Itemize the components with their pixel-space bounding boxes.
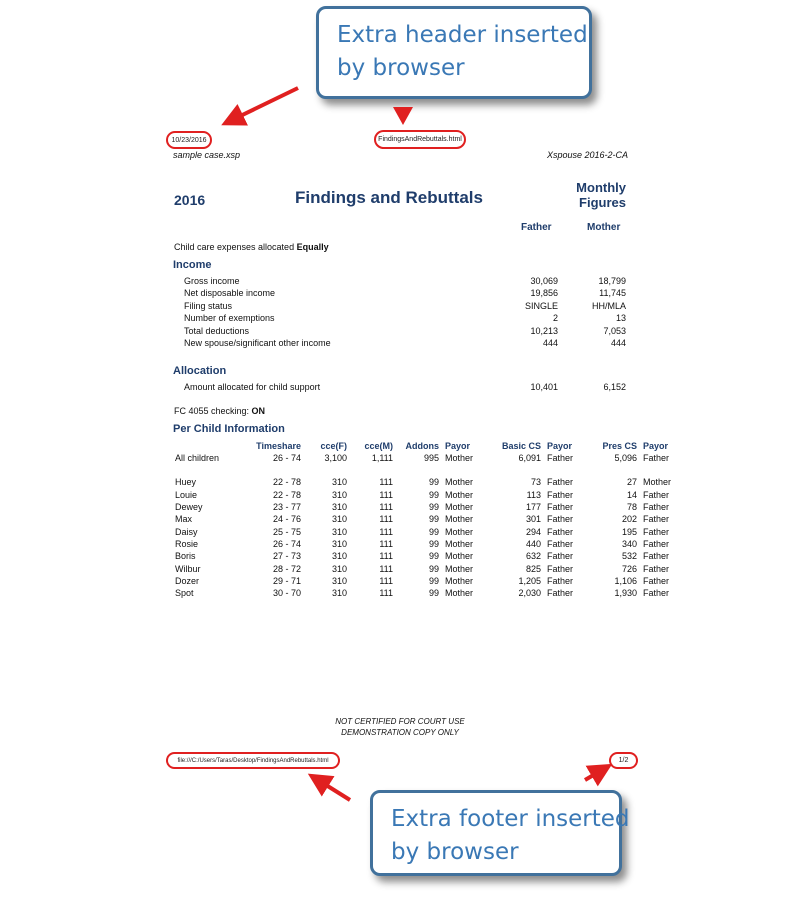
income-mother: HH/MLA — [591, 300, 626, 311]
allocation-row — [184, 382, 626, 394]
per-child-column-header: Payor — [445, 441, 471, 451]
per-child-cell: 99 — [428, 538, 439, 549]
per-child-cell: 111 — [379, 526, 393, 537]
per-child-table — [172, 440, 680, 599]
childcare-allocation — [174, 242, 329, 252]
per-child-cell: 310 — [331, 526, 347, 537]
per-child-cell: 310 — [331, 551, 347, 562]
per-child-cell: 310 — [331, 575, 347, 586]
income-row — [184, 288, 626, 300]
income-row — [184, 338, 626, 350]
fc-checking — [174, 406, 265, 416]
income-row — [184, 313, 626, 325]
per-child-cell: 532 — [621, 551, 637, 562]
per-child-cell: Mother — [445, 588, 474, 599]
browser-page-title: FindingsAndRebuttals.html — [378, 136, 462, 143]
per-child-cell: 99 — [428, 563, 439, 574]
income-father: 19,856 — [530, 288, 558, 299]
per-child-column-header: Payor — [547, 441, 573, 451]
per-child-cell: Father — [547, 563, 574, 574]
per-child-cell: Father — [643, 538, 670, 549]
per-child-cell: 111 — [379, 477, 393, 488]
per-child-cell: Father — [643, 514, 670, 525]
per-child-cell: Father — [547, 588, 574, 599]
child-row — [172, 575, 680, 587]
per-child-cell: Huey — [175, 477, 197, 488]
per-child-cell: Mother — [445, 453, 474, 464]
income-row — [184, 301, 626, 313]
per-child-cell: 1,111 — [371, 453, 393, 464]
per-child-cell: 294 — [525, 526, 541, 537]
income-label: Number of exemptions — [184, 313, 275, 324]
arrow-to-title — [393, 107, 413, 125]
per-child-cell: Father — [547, 514, 574, 525]
fc-value: ON — [251, 406, 266, 416]
per-child-cell: 99 — [428, 502, 439, 513]
child-row — [172, 489, 680, 501]
per-child-column-header: cce(F) — [320, 441, 347, 451]
per-child-cell: 111 — [379, 502, 393, 513]
per-child-cell: 6,091 — [518, 453, 541, 464]
spacer-row — [172, 464, 680, 476]
per-child-cell: 825 — [525, 563, 541, 574]
per-child-cell: 5,096 — [614, 453, 637, 464]
income-mother: 11,745 — [599, 288, 626, 299]
per-child-cell: Father — [643, 489, 670, 500]
per-child-cell: 23 - 77 — [272, 502, 301, 513]
income-label: Gross income — [184, 276, 240, 286]
allocation-father: 10,401 — [530, 382, 558, 392]
per-child-cell: 99 — [428, 526, 439, 537]
per-child-cell: 111 — [379, 588, 393, 599]
per-child-cell: 726 — [621, 563, 637, 574]
per-child-cell: 310 — [331, 588, 347, 599]
per-child-header-row — [172, 440, 680, 452]
child-row — [172, 513, 680, 525]
per-child-cell: Father — [643, 551, 670, 562]
footer-callout-line1: Extra footer inserted — [391, 806, 630, 832]
fc-label: FC 4055 checking: — [174, 406, 252, 416]
per-child-cell: 111 — [379, 514, 393, 525]
per-child-cell: 26 - 74 — [272, 453, 301, 464]
footer-callout — [370, 790, 630, 876]
per-child-cell: Father — [643, 453, 670, 464]
income-row — [184, 326, 626, 338]
income-mother: 444 — [610, 338, 626, 348]
per-child-cell: All children — [175, 453, 220, 464]
per-child-cell: 195 — [621, 526, 637, 537]
per-child-cell: 99 — [428, 588, 439, 599]
income-father: 30,069 — [530, 276, 558, 286]
per-child-cell: Wilbur — [175, 563, 201, 574]
arrow-to-date — [232, 88, 298, 120]
per-child-cell: 995 — [423, 453, 439, 464]
per-child-cell: 310 — [331, 489, 347, 500]
per-child-heading: Per Child Information — [173, 423, 285, 435]
per-child-cell: Mother — [643, 477, 672, 488]
child-row — [172, 562, 680, 574]
per-child-cell: 310 — [331, 563, 347, 574]
per-child-cell: 78 — [626, 502, 637, 513]
per-child-cell: 28 - 72 — [272, 563, 301, 574]
income-mother: 13 — [615, 313, 626, 324]
per-child-cell: Father — [643, 588, 670, 599]
childcare-label: Child care expenses allocated — [174, 242, 297, 252]
per-child-cell: Mother — [445, 489, 474, 500]
per-child-cell: Father — [547, 489, 574, 500]
income-father: 444 — [542, 338, 558, 348]
per-child-cell: Daisy — [175, 526, 198, 537]
child-row — [172, 587, 680, 599]
per-child-cell: 29 - 71 — [272, 575, 301, 586]
income-label: Filing status — [184, 300, 233, 311]
per-child-column-header — [172, 440, 242, 452]
income-row — [184, 276, 626, 288]
monthly-line1: Monthly — [576, 180, 626, 195]
per-child-cell: 99 — [428, 489, 439, 500]
per-child-cell: Mother — [445, 514, 474, 525]
footer-line2: DEMONSTRATION COPY ONLY — [341, 728, 459, 737]
per-child-cell: 111 — [379, 551, 393, 562]
per-child-cell: Mother — [445, 563, 474, 574]
per-child-cell: Father — [547, 526, 574, 537]
per-child-cell: 310 — [331, 538, 347, 549]
per-child-cell: 1,930 — [614, 588, 637, 599]
browser-title-oval — [374, 130, 466, 149]
per-child-cell: 632 — [525, 551, 541, 562]
per-child-cell: 310 — [331, 477, 347, 488]
monthly-figures-label — [576, 180, 626, 210]
per-child-cell: Father — [547, 575, 574, 586]
case-file-name: sample case.xsp — [173, 150, 241, 160]
childcare-value: Equally — [296, 242, 329, 252]
per-child-cell: 202 — [621, 514, 637, 525]
per-child-column-header: Pres CS — [602, 441, 637, 451]
per-child-cell: Louie — [175, 489, 198, 500]
per-child-cell: Spot — [175, 588, 194, 599]
arrow-to-page — [585, 770, 602, 780]
browser-page-oval — [609, 752, 638, 769]
per-child-cell: Father — [547, 551, 574, 562]
arrow-to-url — [318, 780, 350, 800]
per-child-cell: 111 — [379, 489, 393, 500]
spacer-cell — [172, 464, 680, 476]
monthly-line2: Figures — [579, 195, 626, 210]
header-callout-line1: Extra header inserted — [337, 22, 588, 48]
per-child-cell: 440 — [525, 538, 541, 549]
certification-notice — [0, 716, 800, 738]
per-child-cell: 27 - 73 — [272, 551, 301, 562]
per-child-cell: 1,205 — [518, 575, 541, 586]
per-child-cell: Mother — [445, 477, 474, 488]
income-label: New spouse/significant other income — [184, 338, 331, 348]
allocation-heading: Allocation — [173, 365, 227, 377]
per-child-body — [172, 452, 680, 599]
per-child-cell: Mother — [445, 538, 474, 549]
browser-url: file:///C:/Users/Taras/Desktop/FindingsAndRebuttals.html — [177, 757, 329, 764]
browser-url-oval — [166, 752, 340, 769]
per-child-cell: Mother — [445, 502, 474, 513]
per-child-cell: Father — [643, 563, 670, 574]
report-year: 2016 — [174, 192, 206, 208]
per-child-cell: Dewey — [175, 502, 203, 513]
allocation-mother: 6,152 — [603, 382, 626, 392]
per-child-cell: Father — [643, 526, 670, 537]
per-child-cell: 340 — [621, 538, 637, 549]
per-child-cell: Dozer — [175, 575, 200, 586]
browser-date-oval — [166, 131, 212, 149]
footer-line1: NOT CERTIFIED FOR COURT USE — [335, 717, 465, 726]
per-child-cell: 22 - 78 — [272, 477, 301, 488]
per-child-cell: Mother — [445, 551, 474, 562]
per-child-cell: 113 — [526, 489, 541, 500]
income-father: 10,213 — [530, 325, 558, 336]
per-child-cell: Mother — [445, 526, 474, 537]
per-child-cell: 310 — [331, 502, 347, 513]
income-label: Total deductions — [184, 325, 250, 336]
per-child-cell: 2,030 — [518, 588, 541, 599]
per-child-cell: 26 - 74 — [272, 538, 301, 549]
per-child-cell: 301 — [525, 514, 541, 525]
browser-date: 10/23/2016 — [171, 136, 207, 144]
per-child-cell: 30 - 70 — [272, 588, 301, 599]
allocation-label: Amount allocated for child support — [184, 382, 321, 392]
per-child-cell: 22 - 78 — [272, 489, 301, 500]
income-mother: 18,799 — [598, 276, 626, 286]
per-child-cell: Boris — [175, 551, 196, 562]
per-child-cell: 3,100 — [324, 453, 347, 464]
per-child-cell: 14 — [626, 489, 637, 500]
per-child-cell: 1,106 — [614, 575, 637, 586]
browser-page-number: 1/2 — [618, 757, 629, 764]
income-heading: Income — [173, 259, 212, 271]
per-child-cell: 24 - 76 — [272, 514, 301, 525]
col-header-mother: Mother — [587, 222, 621, 233]
child-row — [172, 538, 680, 550]
footer-callout-line2: by browser — [391, 839, 519, 865]
per-child-cell: 73 — [530, 477, 541, 488]
per-child-cell: 99 — [428, 514, 439, 525]
per-child-column-header: Addons — [405, 441, 439, 451]
per-child-cell: 25 - 75 — [272, 526, 301, 537]
per-child-column-header: Timeshare — [256, 441, 301, 451]
per-child-cell: 99 — [428, 477, 439, 488]
income-label: Net disposable income — [184, 288, 276, 299]
child-row — [172, 476, 680, 488]
per-child-column-header: cce(M) — [364, 441, 393, 451]
income-mother: 7,053 — [603, 325, 626, 336]
per-child-cell: 111 — [379, 575, 393, 586]
per-child-cell: Father — [547, 453, 574, 464]
per-child-cell: Mother — [445, 575, 474, 586]
per-child-cell: 99 — [428, 575, 439, 586]
per-child-cell: 177 — [525, 502, 541, 513]
per-child-cell: Father — [547, 477, 574, 488]
per-child-cell: Max — [175, 514, 193, 525]
child-row — [172, 525, 680, 537]
per-child-column-header: Payor — [643, 441, 669, 451]
income-father: SINGLE — [524, 300, 558, 311]
per-child-cell: 111 — [379, 538, 393, 549]
per-child-cell: Rosie — [175, 538, 199, 549]
per-child-cell: 111 — [379, 563, 393, 574]
per-child-column-header: Basic CS — [501, 441, 541, 451]
per-child-cell: 310 — [331, 514, 347, 525]
per-child-cell: 99 — [428, 551, 439, 562]
per-child-cell: Father — [547, 502, 574, 513]
per-child-cell: Father — [547, 538, 574, 549]
per-child-cell: 27 — [626, 477, 637, 488]
header-callout-line2: by browser — [337, 55, 465, 81]
col-header-father: Father — [521, 222, 552, 233]
per-child-cell: Father — [643, 575, 670, 586]
income-father: 2 — [552, 313, 558, 324]
product-version: Xspouse 2016-2-CA — [546, 150, 628, 160]
child-row — [172, 550, 680, 562]
all-children-row — [172, 452, 680, 464]
per-child-cell: Father — [643, 502, 670, 513]
child-row — [172, 501, 680, 513]
report-title: Findings and Rebuttals — [295, 188, 483, 207]
